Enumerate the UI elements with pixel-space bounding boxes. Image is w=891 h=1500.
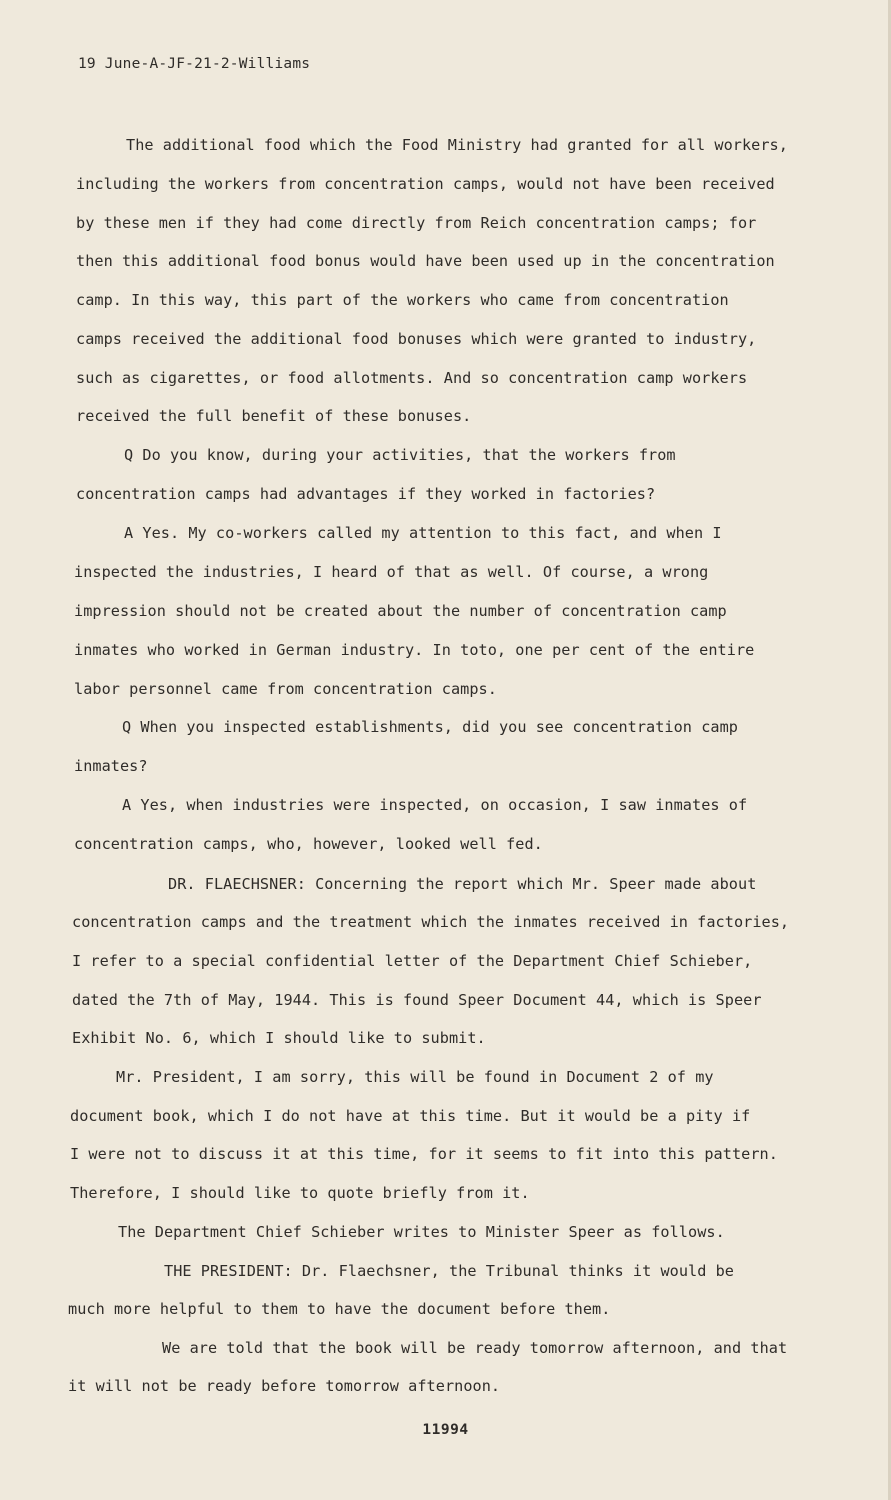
page-number: 11994 [422, 1422, 469, 1438]
text-line: inmates? [74, 757, 148, 775]
text-line: dated the 7th of May, 1944. This is found Speer Document 44, which is Speer [72, 991, 762, 1009]
text-line: such as cigarettes, or food allotments. And so concentration camp workers [76, 369, 748, 387]
text-line: document book, which I do not have at this time. But it would be a pity if [70, 1107, 751, 1125]
text-line: inspected the industries, I heard of that as well. Of course, a wrong [74, 563, 709, 581]
text-line: The Department Chief Schieber writes to Minister Speer as follows. [118, 1223, 725, 1241]
question-line: Q When you inspected establishments, did you see concentration camp [122, 718, 738, 736]
text-line: concentration camps and the treatment which the inmates received in factories, [72, 913, 790, 931]
text-line: it will not be ready before tomorrow afternoon. [68, 1377, 501, 1395]
text-line: Exhibit No. 6, which I should like to submit. [72, 1029, 486, 1047]
text-line: impression should not be created about the number of concentration camp [74, 602, 727, 620]
text-line: camps received the additional food bonuses which were granted to industry, [76, 330, 757, 348]
speaker-line: THE PRESIDENT: Dr. Flaechsner, the Tribunal thinks it would be [164, 1262, 735, 1280]
text-line: I refer to a special confidential letter of the Department Chief Schieber, [72, 952, 753, 970]
text-line: Therefore, I should like to quote briefly from it. [70, 1184, 530, 1202]
text-line: concentration camps, who, however, looked well fed. [74, 835, 543, 853]
speaker-line: DR. FLAECHSNER: Concerning the report which Mr. Speer made about [168, 875, 757, 893]
text-line: including the workers from concentration camps, would not have been received [76, 175, 775, 193]
text-line: We are told that the book will be ready tomorrow afternoon, and that [162, 1339, 788, 1357]
text-line: Mr. President, I am sorry, this will be found in Document 2 of my [116, 1068, 714, 1086]
text-line: labor personnel came from concentration camps. [74, 680, 497, 698]
question-line: Q Do you know, during your activities, that the workers from [124, 446, 676, 464]
text-line: concentration camps had advantages if they worked in factories? [76, 485, 656, 503]
text-line: camp. In this way, this part of the workers who came from concentration [76, 291, 729, 309]
document-header: 19 June-A-JF-21-2-Williams [78, 56, 311, 72]
text-line: The additional food which the Food Ministry had granted for all workers, [126, 136, 788, 154]
answer-line: A Yes, when industries were inspected, on occasion, I saw inmates of [122, 796, 748, 814]
text-line: then this additional food bonus would have been used up in the concentration [76, 252, 775, 270]
answer-line: A Yes. My co-workers called my attention to this fact, and when I [124, 524, 722, 542]
text-line: inmates who worked in German industry. In toto, one per cent of the entire [74, 641, 755, 659]
text-line: much more helpful to them to have the document before them. [68, 1300, 611, 1318]
text-line: by these men if they had come directly from Reich concentration camps; for [76, 214, 757, 232]
text-line: I were not to discuss it at this time, for it seems to fit into this pattern. [70, 1145, 778, 1163]
text-line: received the full benefit of these bonuses. [76, 407, 472, 425]
